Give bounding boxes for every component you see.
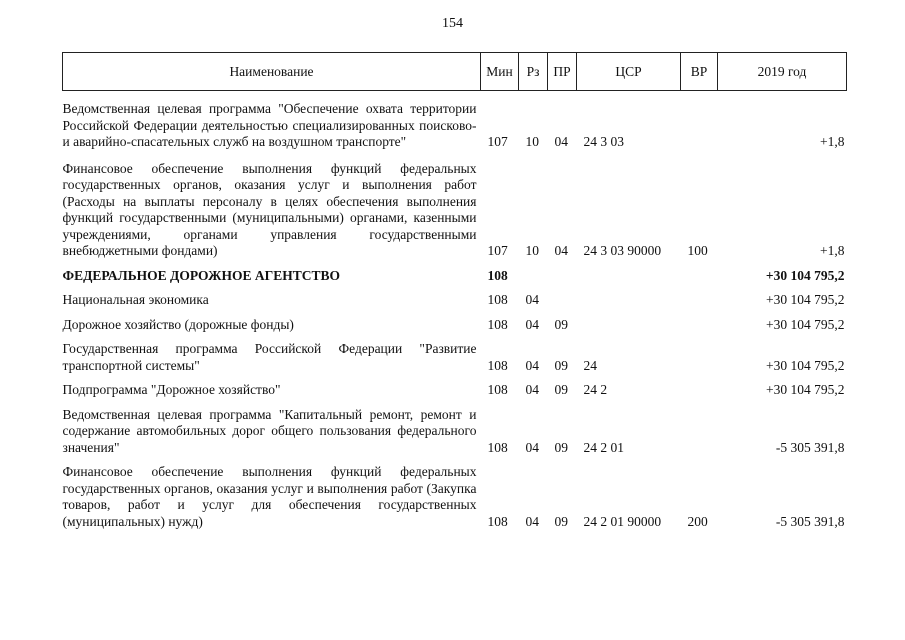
row-min: 108: [487, 357, 508, 373]
row-amount: +30 104 795,2: [766, 292, 845, 307]
row-spacer: [63, 456, 847, 464]
row-spacer: [63, 399, 847, 407]
row-vr: [681, 407, 718, 457]
row-spacer-cell: [63, 91, 847, 102]
row-amount: -5 305 391,8: [775, 513, 845, 529]
row-amount: +1,8: [820, 243, 845, 258]
row-spacer-cell: [63, 333, 847, 341]
row-csr: [577, 268, 681, 285]
row-vr: [681, 382, 718, 399]
row-amount: -5 305 391,8: [775, 439, 845, 455]
row-rz: 10: [525, 134, 539, 149]
row-name: Дорожное хозяйство (дорожные фонды): [62, 316, 294, 332]
row-pr: 09: [554, 357, 568, 373]
row-spacer: [63, 91, 847, 102]
row-name: Финансовое обеспечение выполнения функций федеральных государственных органов, оказания услуг и выполнения работ (Закупка товаров, работ и услуг для обеспечения государственных (муниципальных) нужд): [62, 464, 477, 529]
row-vr: 200: [687, 513, 708, 529]
row-spacer-cell: [63, 284, 847, 292]
row-csr: [577, 292, 681, 309]
row-spacer-cell: [63, 374, 847, 382]
row-name: Ведомственная целевая программа "Обеспечение охвата территории Российской Федерации деятельностью специализированных поисково- и аварийно-спасательных служб на воздушном транспорте": [62, 101, 477, 149]
page-number: 154: [442, 16, 463, 31]
row-pr: 09: [554, 382, 568, 397]
header-min: Мин: [481, 53, 519, 91]
row-spacer: [63, 333, 847, 341]
row-csr: [577, 317, 681, 334]
row-min: 108: [487, 439, 508, 455]
row-name: Национальная экономика: [62, 292, 209, 307]
row-spacer-cell: [63, 399, 847, 407]
row-rz: 04: [525, 292, 539, 307]
row-rz: 10: [525, 243, 539, 258]
row-min: 108: [487, 382, 508, 397]
table-row: [63, 341, 847, 374]
row-csr: 24: [583, 357, 597, 373]
row-rz: [519, 268, 548, 285]
header-csr: ЦСР: [577, 53, 681, 91]
row-amount: +30 104 795,2: [766, 316, 845, 332]
row-pr: 04: [554, 243, 568, 258]
table-header-row: [63, 53, 847, 91]
table-row: [63, 268, 847, 285]
row-amount: +30 104 795,2: [765, 267, 845, 283]
table-row: [63, 101, 847, 151]
row-name-cell: [63, 341, 481, 374]
row-name: ФЕДЕРАЛЬНОЕ ДОРОЖНОЕ АГЕНТСТВО: [62, 267, 340, 283]
header-vr: ВР: [681, 53, 718, 91]
row-spacer-cell: [63, 151, 847, 161]
table-row: [63, 464, 847, 530]
row-rz: 04: [525, 439, 539, 455]
header-name: Наименование: [63, 53, 481, 91]
row-min: 108: [487, 316, 508, 332]
row-csr: 24 3 03 90000: [583, 243, 662, 258]
row-name: Подпрограмма "Дорожное хозяйство": [62, 382, 281, 397]
row-min: 108: [487, 292, 508, 307]
row-rz: 04: [525, 316, 539, 332]
row-amount: +30 104 795,2: [766, 357, 845, 373]
row-csr: 24 2 01: [583, 439, 624, 455]
table-row: [63, 161, 847, 260]
row-pr: [548, 268, 577, 285]
table-row: [63, 292, 847, 309]
row-csr: 24 3 03: [583, 134, 624, 149]
row-pr: 09: [554, 316, 568, 332]
row-name: Финансовое обеспечение выполнения функций федеральных государственных органов, оказания услуг и выполнения работ (Расходы на выплаты персоналу в целях обеспечения выполнения функций государственными (муниципальными) органами, казенными учреждениями, органами управления государственными внебюджетными фондами): [62, 160, 477, 258]
row-name-cell: [63, 101, 481, 151]
row-rz: 04: [525, 382, 539, 397]
row-name-cell: [63, 382, 481, 399]
table-row: [63, 317, 847, 334]
budget-table: [62, 52, 847, 530]
row-amount: +1,8: [820, 134, 845, 149]
row-rz: 04: [525, 513, 539, 529]
row-pr: 09: [554, 439, 568, 455]
table-row: [63, 407, 847, 457]
row-spacer: [63, 284, 847, 292]
row-pr: [548, 292, 577, 309]
row-name-cell: [63, 464, 481, 530]
row-vr: [681, 317, 718, 334]
row-spacer: [63, 151, 847, 161]
row-min: 108: [487, 513, 508, 529]
row-name-cell: [63, 407, 481, 457]
row-min: 107: [487, 243, 508, 258]
row-spacer: [63, 309, 847, 317]
header-pr: ПР: [548, 53, 577, 91]
row-vr: [681, 268, 718, 285]
table-body: [63, 91, 847, 531]
row-rz: 04: [525, 357, 539, 373]
header-year: 2019 год: [718, 53, 847, 91]
row-name: Ведомственная целевая программа "Капитальный ремонт, ремонт и содержание автомобильных дорог общего пользования федерального значения": [62, 406, 477, 455]
row-amount: +30 104 795,2: [766, 382, 845, 397]
table-row: [63, 382, 847, 399]
row-csr: 24 2: [583, 382, 608, 397]
row-pr: 04: [554, 134, 568, 149]
row-pr: 09: [554, 513, 568, 529]
row-csr: 24 2 01 90000: [583, 513, 662, 529]
row-name-cell: [63, 268, 481, 285]
header-rz: Рз: [519, 53, 548, 91]
row-spacer-cell: [63, 309, 847, 317]
row-spacer-cell: [63, 456, 847, 464]
row-spacer: [63, 260, 847, 268]
row-spacer: [63, 374, 847, 382]
row-name-cell: [63, 317, 481, 334]
row-vr: [681, 341, 718, 374]
row-name-cell: [63, 292, 481, 309]
row-name-cell: [63, 161, 481, 260]
row-min: 108: [487, 267, 508, 283]
row-vr: 100: [687, 243, 708, 258]
row-min: 107: [487, 134, 508, 149]
row-vr: [681, 101, 718, 151]
row-name: Государственная программа Российской Федерации "Развитие транспортной системы": [62, 341, 477, 373]
row-vr: [681, 292, 718, 309]
row-spacer-cell: [63, 260, 847, 268]
